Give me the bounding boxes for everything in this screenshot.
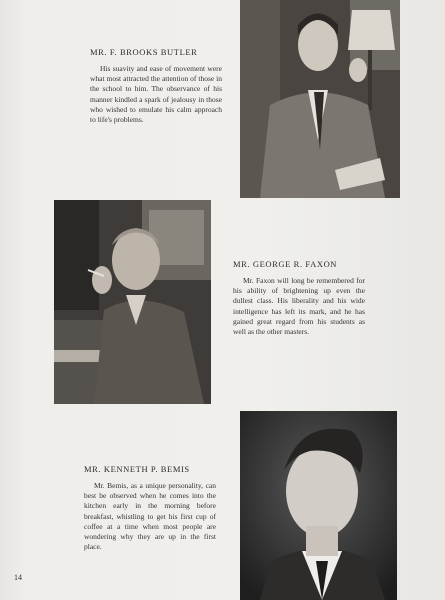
faculty-entry-faxon [233,259,365,337]
portrait-photo-bemis [240,411,397,600]
teacher-bio: His suavity and ease of movement were what most attracted the attention of those in the school to him. The observance of his manner kindled a spark of jealousy in those who wished to emulate his calm approach to life's problems. [90,64,222,125]
faculty-entry-bemis [84,464,216,552]
teacher-bio: Mr. Faxon will long be remembered for his ability of brightening up even the dullest class. His liberality and his wide intelligence has left its mark, and he has gained great regard from his students as well as the other masters. [233,276,365,337]
teacher-name: MR. GEORGE R. FAXON [233,259,338,269]
portrait-photo-faxon [54,200,211,404]
portrait-photo-butler [240,0,400,198]
teacher-bio: Mr. Bemis, as a unique personality, can best be observed when he comes into the kitchen early in the morning before breakfast, whistling to get his first cup of coffee at a time when most people are wondering why they are up in the first place. [84,481,216,552]
teacher-name: MR. F. BROOKS BUTLER [90,47,198,57]
faculty-entry-butler [90,47,222,125]
teacher-name: MR. KENNETH P. BEMIS [84,464,190,474]
page-number: 14 [14,573,22,582]
